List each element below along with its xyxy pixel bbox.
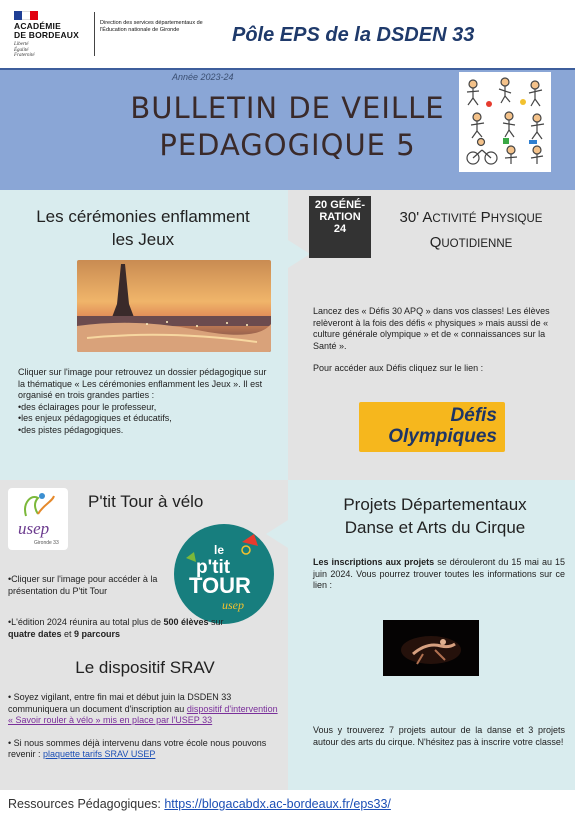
defis-line1: Défis bbox=[450, 405, 497, 426]
ptit-text-c: sur bbox=[208, 617, 224, 627]
apq-text-1: Lancez des « Défis 30 APQ » dans vos classes! Les élèves relèveront à la fois des défis « physiques » mais aussi de « culture générale olympique » et de « connaissances sur la Santé ». bbox=[313, 306, 550, 351]
ptit-text-e: et bbox=[61, 628, 75, 639]
footer-link[interactable]: https://blogacabdx.ac-bordeaux.fr/eps33/ bbox=[164, 797, 391, 811]
footer bbox=[8, 797, 391, 811]
ptit-tour-text-1: •Cliquer sur l'image pour accéder à la présentation du P'tit Tour bbox=[8, 574, 158, 596]
ceremonies-intro: Cliquer sur l'image pour retrouvez un dossier pédagogique sur la thématique « Les cérémonies enflamment les Jeux ». Il est organisé en trois grandes parties : bbox=[18, 367, 267, 400]
school-year: Année 2023-24 bbox=[172, 72, 234, 82]
svg-text:p'tit: p'tit bbox=[196, 557, 231, 578]
ptit-tour-text-2 bbox=[8, 617, 228, 640]
apq-text bbox=[313, 306, 563, 386]
ceremonies-text bbox=[18, 367, 273, 436]
projets-text-1-body: se dérouleront du 15 mai au 15 juin 2024. Vous pourrez trouver toutes les informations sur ce lien : bbox=[313, 557, 566, 590]
ptit-tour-logo[interactable] bbox=[174, 524, 274, 624]
srav-text-1 bbox=[8, 692, 278, 727]
ceremonies-title-line2: les Jeux bbox=[111, 230, 175, 249]
academie-name: ACADÉMIE DE BORDEAUX bbox=[14, 21, 80, 40]
ptit-tour-title: P'tit Tour à vélo bbox=[88, 492, 204, 511]
projets-title-line2: Danse et Arts du Cirque bbox=[344, 518, 526, 537]
header-divider bbox=[94, 12, 95, 56]
bulletin-title-line1: BULLETIN DE VEILLE bbox=[130, 91, 445, 125]
footer-label: Ressources Pédagogiques: bbox=[8, 797, 165, 811]
projets-text-1 bbox=[313, 557, 565, 592]
srav-text bbox=[8, 692, 278, 772]
projets-text-2: Vous y trouverez 7 projets autour de la danse et 3 projets autour des arts du cirque. N'hésitez pas à inscrire votre classe! bbox=[313, 725, 565, 747]
projets-title bbox=[310, 493, 560, 539]
svg-text:Gironde 33: Gironde 33 bbox=[34, 540, 59, 546]
apq-text-2: Pour accéder aux Défis cliquez sur le lien : bbox=[313, 363, 484, 373]
defis-olympiques-button[interactable] bbox=[359, 402, 505, 452]
ceremonies-title-line1: Les cérémonies enflamment bbox=[36, 207, 250, 226]
srav-title: Le dispositif SRAV bbox=[75, 658, 215, 677]
ptit-text-a: •L'édition 2024 réunira au total plus de bbox=[8, 617, 164, 627]
ptit-text-d: quatre dates bbox=[8, 628, 62, 639]
srav-text-2 bbox=[8, 738, 278, 761]
srav-tarifs-link[interactable]: plaquette tarifs SRAV USEP bbox=[43, 749, 156, 759]
ceremonies-bullet-1: •des éclairages pour le professeur, bbox=[18, 401, 157, 412]
bulletin-title-line2: PEDAGOGIQUE 5 bbox=[159, 128, 416, 162]
bubble-pointer-left bbox=[288, 240, 310, 268]
french-flag-icon bbox=[14, 11, 38, 20]
srav-text-2-body: • Si nous sommes déjà intervenu dans votre école nous pouvons revenir : bbox=[8, 737, 267, 759]
ptit-text-b: 500 élèves bbox=[163, 617, 209, 627]
svg-text:le: le bbox=[214, 543, 225, 557]
dance-photo[interactable] bbox=[383, 620, 479, 676]
projets-title-line1: Projets Départementaux bbox=[343, 495, 527, 514]
apq-title bbox=[376, 206, 566, 256]
srav-text-1-body: • Soyez vigilant, entre fin mai et début juin la DSDEN 33 communiquera un document d'inscription au bbox=[8, 692, 232, 714]
generation-logo-text: 20 GÉNÉ-RATION 24 bbox=[314, 199, 366, 235]
srav-dispositif-link[interactable]: dispositif d'intervention « Savoir rouler à vélo » mis en place par l'USEP 33 bbox=[8, 703, 278, 725]
direction-name: Direction des services départementaux de l'Éducation nationale de Gironde bbox=[100, 20, 203, 33]
ptit-text-f: 9 parcours bbox=[74, 628, 121, 639]
republic-motto: Liberté Égalité Fraternité bbox=[14, 42, 35, 58]
defis-line2: Olympiques bbox=[388, 426, 497, 447]
svg-text:usep: usep bbox=[18, 519, 50, 538]
generation-2024-logo bbox=[309, 196, 371, 258]
apq-title-line1: 30' ACTIVITÉ PHYSIQUE bbox=[399, 209, 543, 226]
usep-gironde-logo bbox=[8, 488, 68, 550]
projets-text-1-bold: Les inscriptions aux projets bbox=[313, 557, 435, 567]
ceremonies-bullet-3: •des pistes pédagogiques. bbox=[18, 424, 124, 435]
svg-text:TOUR: TOUR bbox=[189, 573, 251, 598]
paris-ceremony-image[interactable] bbox=[77, 260, 271, 352]
ceremonies-title bbox=[8, 205, 278, 251]
pole-title: Pôle EPS de la DSDEN 33 bbox=[232, 24, 475, 46]
ceremonies-bullet-2: •les enjeux pédagogiques et éducatifs, bbox=[18, 413, 172, 423]
svg-text:usep: usep bbox=[222, 598, 244, 612]
sports-kids-illustration bbox=[459, 72, 551, 172]
apq-title-line2: QUOTIDIENNE bbox=[429, 234, 513, 251]
